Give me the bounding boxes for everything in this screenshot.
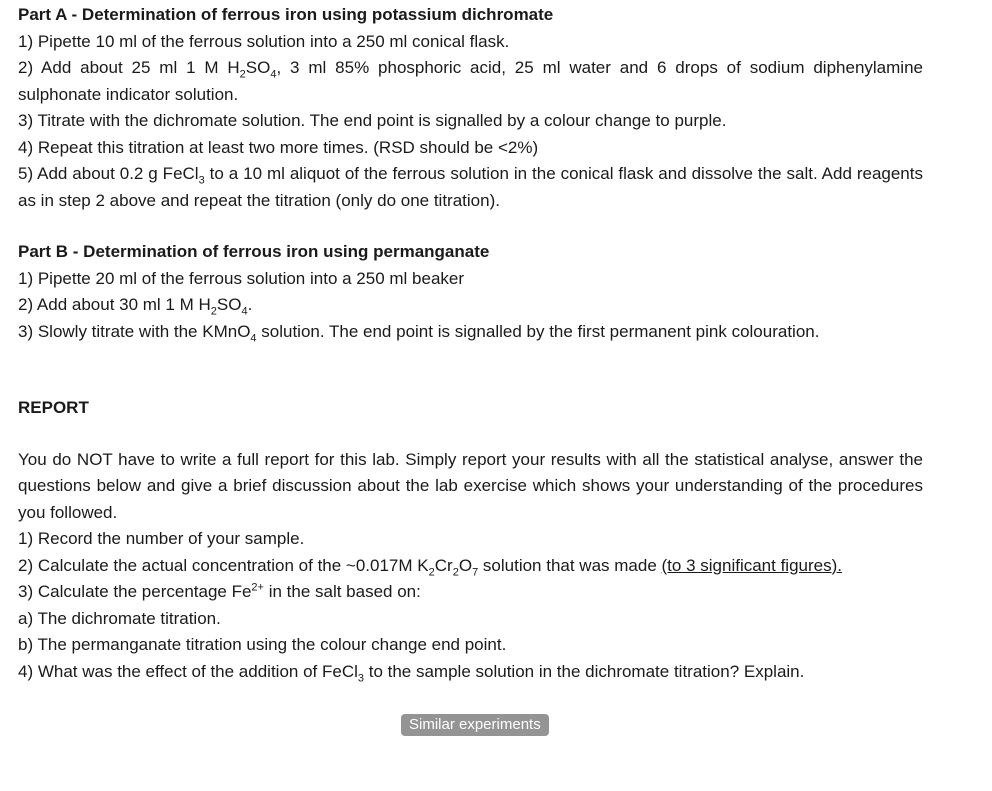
question-2: 2) Calculate the actual concentration of the ~0.017M $K_2Cr_2O_7$ solution that was made (to 3 significant figures). xyxy=(18,555,842,578)
question-3b: b) The permanganate titration using the colour change end point. xyxy=(18,635,507,654)
question-4: 4) What was the effect of the addition of FeCl$_3$ to the sample solution in the dichromate titration? Explain. xyxy=(18,661,805,684)
part-b-step-2: 2) Add about 30 ml 1 M $H_2SO_4$. xyxy=(18,295,253,318)
document xyxy=(18,2,923,685)
part-a-step-4: 4) Repeat this titration at least two more times. (RSD should be <2%) xyxy=(18,137,539,157)
similar-experiments-button[interactable]: Similar experiments xyxy=(401,714,549,736)
report-heading: REPORT xyxy=(18,398,89,417)
significant-figures-note: (to 3 significant figures). xyxy=(661,555,842,575)
question-3a: a) The dichromate titration. xyxy=(18,608,221,628)
part-b-heading: Part B - Determination of ferrous iron using permanganate xyxy=(18,242,490,261)
part-a-step-2: 2) Add about 25 ml 1 M $H_2SO_4$, 3 ml 85% phosphoric acid, 25 ml water and 6 drops of sodium diphenylamine sulphonate indicator solution. xyxy=(18,58,923,104)
part-b-step-1: 1) Pipette 20 ml of the ferrous solution into a 250 ml beaker xyxy=(18,268,465,288)
part-a-step-5: 5) Add about 0.2 g FeCl$_3$ to a 10 ml aliquot of the ferrous solution in the conical flask and dissolve the salt. Add reagents as in step 2 above and repeat the titration (only do one titration). xyxy=(18,164,923,210)
part-a-step-3: 3) Titrate with the dichromate solution. The end point is signalled by a colour change to purple. xyxy=(18,111,727,130)
question-3: 3) Calculate the percentage $Fe^{2+}$ in the salt based on: xyxy=(18,581,421,601)
question-1: 1) Record the number of your sample. xyxy=(18,529,305,548)
part-b-step-3: 3) Slowly titrate with the KMnO$_4$ solution. The end point is signalled by the first permanent pink colouration. xyxy=(18,321,820,344)
part-a-step-1: 1) Pipette 10 ml of the ferrous solution into a 250 ml conical flask. xyxy=(18,31,510,51)
report-intro: You do NOT have to write a full report for this lab. Simply report your results with all the statistical analyse, answer the questions below and give a brief discussion about the lab exercise which shows your understanding of the procedures you followed. xyxy=(18,449,923,522)
part-a-heading: Part A - Determination of ferrous iron using potassium dichromate xyxy=(18,5,554,24)
